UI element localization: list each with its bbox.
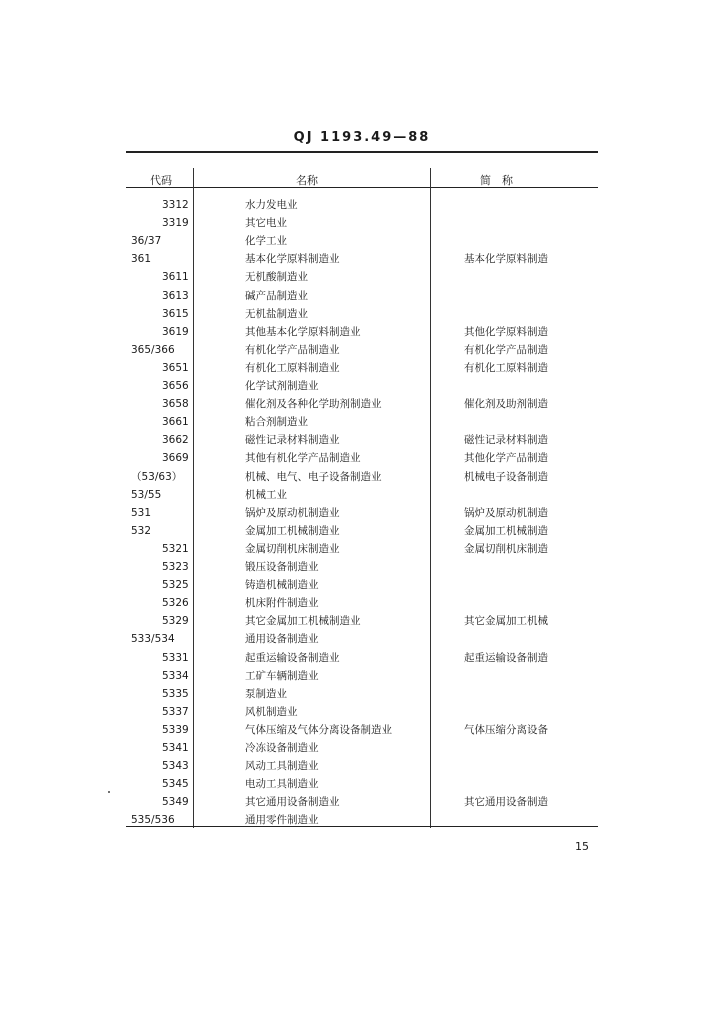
- table-row: [0, 667, 724, 685]
- table-row: [0, 703, 724, 721]
- row-code: 3312: [162, 199, 189, 211]
- row-name: 起重运输设备制造业: [245, 651, 340, 664]
- row-name: 有机化学产品制造业: [245, 343, 340, 356]
- row-name: 催化剂及各种化学助剂制造业: [245, 398, 382, 411]
- column-header-code: 代码: [150, 174, 172, 187]
- table-row: [0, 359, 724, 377]
- row-code: 531: [131, 506, 152, 519]
- row-code: 3619: [162, 325, 189, 338]
- table-row: [0, 576, 724, 594]
- row-name: 通用零件制造业: [245, 814, 319, 827]
- table-row: [0, 522, 724, 540]
- table-row: [0, 250, 724, 268]
- row-name: 碱产品制造业: [245, 289, 308, 302]
- row-name: 基本化学原料制造业: [245, 253, 340, 266]
- column-header-name: 名称: [296, 174, 318, 187]
- row-code: 5349: [162, 796, 189, 809]
- row-name: 粘合剂制造业: [245, 416, 308, 429]
- row-abbr: 有机化学产品制造: [464, 343, 548, 356]
- table-row: [0, 612, 724, 630]
- row-name: 铸造机械制造业: [245, 579, 319, 592]
- row-name: 锻压设备制造业: [245, 561, 319, 573]
- row-abbr: 有机化工原料制造: [464, 361, 548, 374]
- row-name: 金属切削机床制造业: [245, 542, 340, 555]
- row-name: 风机制造业: [245, 705, 298, 718]
- row-code: 5339: [162, 723, 189, 736]
- row-abbr: 气体压缩分离设备: [464, 723, 548, 736]
- row-code: 3658: [162, 398, 189, 411]
- row-abbr: 机械电子设备制造: [464, 470, 548, 483]
- row-code: 5335: [162, 687, 189, 700]
- standard-number: QJ 1193.49—88: [293, 130, 431, 145]
- row-code: 5345: [162, 778, 189, 791]
- row-code: 5337: [162, 705, 189, 718]
- row-code: 36/37: [131, 235, 162, 248]
- table-row: [0, 504, 724, 522]
- row-code: 3611: [162, 271, 189, 284]
- row-code: 53/55: [131, 488, 162, 501]
- table-row: [0, 739, 724, 757]
- table-row: [0, 323, 724, 341]
- table-row: [0, 305, 724, 323]
- row-name: 无机酸制造业: [245, 271, 308, 284]
- row-name: 化学工业: [245, 235, 287, 248]
- row-abbr: 其他化学产品制造: [464, 452, 548, 465]
- table-row: [0, 721, 724, 739]
- table-row: [0, 757, 724, 775]
- row-name: 化学试剂制造业: [245, 380, 319, 392]
- row-name: 风动工具制造业: [245, 760, 319, 773]
- table-row: [0, 214, 724, 232]
- row-code: 5334: [162, 669, 189, 682]
- row-name: 锅炉及原动机制造业: [245, 506, 340, 519]
- row-code: 533/534: [131, 633, 175, 646]
- row-name: 磁性记录材料制造业: [245, 434, 340, 447]
- row-name: 其它金属加工机械制造业: [245, 615, 361, 628]
- table-row: [0, 413, 724, 431]
- row-code: 5341: [162, 742, 189, 754]
- row-abbr: 锅炉及原动机制造: [464, 506, 548, 519]
- table-row: [0, 232, 724, 250]
- column-header-abbr: 简 称: [480, 174, 513, 187]
- row-code: 3613: [162, 289, 189, 302]
- table-row: [0, 341, 724, 359]
- row-code: 3669: [162, 452, 189, 465]
- table-row: [0, 196, 724, 214]
- row-abbr: 其它通用设备制造: [464, 796, 548, 809]
- row-code: 5343: [162, 760, 189, 773]
- header-rule: [126, 187, 598, 188]
- table-row: [0, 449, 724, 467]
- table-row: [0, 287, 724, 305]
- bottom-rule: [126, 826, 598, 827]
- row-code: 5329: [162, 615, 189, 628]
- table-row: [0, 558, 724, 576]
- row-name: 其他有机化学产品制造业: [245, 452, 361, 465]
- table-row: [0, 431, 724, 449]
- row-abbr: 起重运输设备制造: [464, 651, 548, 664]
- table-row: [0, 685, 724, 703]
- table-row: [0, 395, 724, 413]
- row-name: 其他基本化学原料制造业: [245, 325, 361, 338]
- row-name: 气体压缩及气体分离设备制造业: [245, 723, 392, 736]
- row-name: 有机化工原料制造业: [245, 361, 340, 374]
- table-row: [0, 630, 724, 648]
- row-code: 3319: [162, 217, 189, 230]
- row-code: 3651: [162, 361, 189, 374]
- row-abbr: 其他化学原料制造: [464, 325, 548, 338]
- row-name: 工矿车辆制造业: [245, 669, 319, 682]
- row-code: 365/366: [131, 343, 175, 356]
- row-code: （53/63）: [131, 470, 183, 483]
- top-rule: [126, 151, 598, 153]
- row-name: 金属加工机械制造业: [245, 524, 340, 537]
- table-row: [0, 649, 724, 667]
- table-row: [0, 486, 724, 504]
- row-abbr: 基本化学原料制造: [464, 253, 548, 266]
- row-code: 5323: [162, 561, 189, 573]
- row-code: 532: [131, 524, 152, 537]
- row-abbr: 金属加工机械制造: [464, 524, 548, 537]
- row-name: 水力发电业: [245, 199, 298, 211]
- row-name: 机械、电气、电子设备制造业: [245, 470, 382, 483]
- table-row: [0, 793, 724, 811]
- table-row: [0, 468, 724, 486]
- page-number: 15: [575, 840, 589, 853]
- row-name: 通用设备制造业: [245, 633, 319, 646]
- row-name: 其它通用设备制造业: [245, 796, 340, 809]
- row-abbr: 其它金属加工机械: [464, 615, 548, 628]
- table-row: [0, 377, 724, 395]
- row-abbr: 金属切削机床制造: [464, 542, 548, 555]
- table-row: [0, 268, 724, 286]
- row-code: 5326: [162, 597, 189, 610]
- row-code: 3615: [162, 307, 189, 320]
- table-row: [0, 594, 724, 612]
- row-name: 冷冻设备制造业: [245, 742, 319, 754]
- row-name: 其它电业: [245, 217, 287, 230]
- row-code: 361: [131, 253, 152, 266]
- stray-mark: [108, 791, 110, 793]
- row-name: 机床附件制造业: [245, 597, 319, 610]
- row-name: 机械工业: [245, 488, 287, 501]
- row-code: 3661: [162, 416, 189, 429]
- row-code: 5331: [162, 651, 189, 664]
- row-code: 5321: [162, 542, 189, 555]
- row-code: 3662: [162, 434, 189, 447]
- table-row: [0, 540, 724, 558]
- row-name: 电动工具制造业: [245, 778, 319, 791]
- row-code: 3656: [162, 380, 189, 392]
- row-abbr: 磁性记录材料制造: [464, 434, 548, 447]
- row-code: 5325: [162, 579, 189, 592]
- row-code: 535/536: [131, 814, 175, 827]
- row-name: 无机盐制造业: [245, 307, 308, 320]
- row-abbr: 催化剂及助剂制造: [464, 398, 548, 411]
- row-name: 泵制造业: [245, 687, 287, 700]
